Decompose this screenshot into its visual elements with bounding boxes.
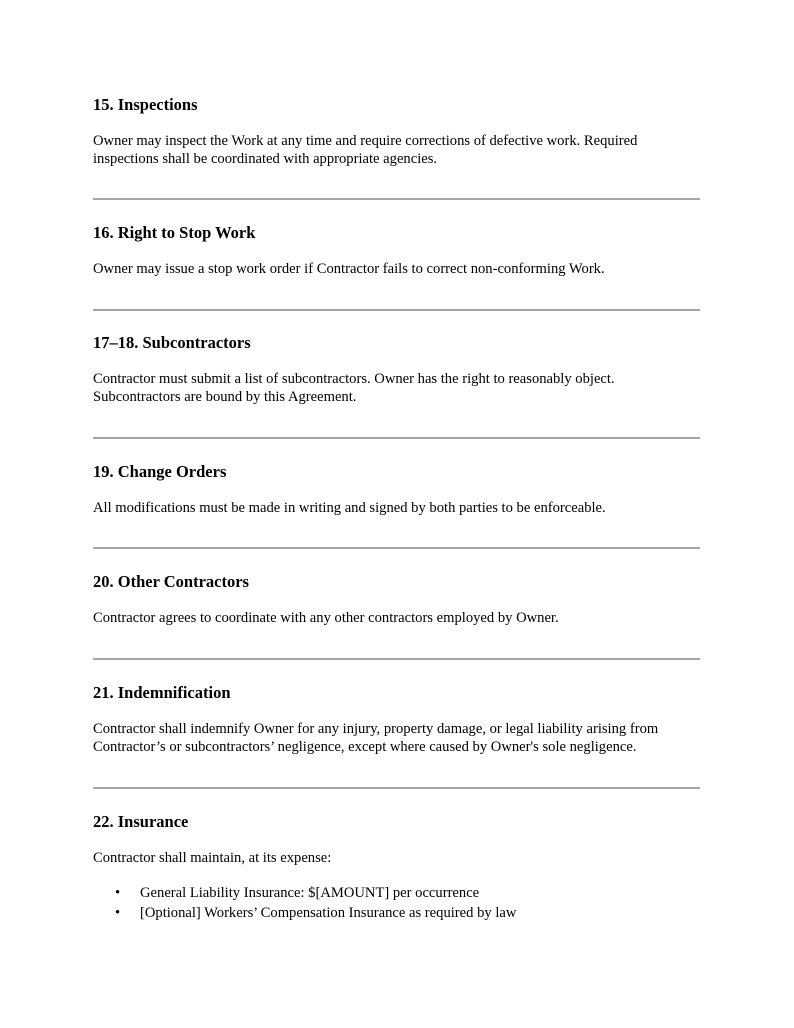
divider bbox=[93, 787, 700, 789]
list-item bbox=[93, 903, 703, 923]
section-subcontractors bbox=[93, 333, 703, 406]
section-other-contractors bbox=[93, 572, 703, 627]
insurance-list bbox=[93, 883, 703, 923]
section-heading: 16. Right to Stop Work bbox=[93, 223, 256, 242]
section-body: All modifications must be made in writing and signed by both parties to be enforceable. bbox=[93, 500, 606, 516]
section-indemnification bbox=[93, 683, 703, 756]
divider bbox=[93, 437, 700, 439]
section-heading: 15. Inspections bbox=[93, 95, 198, 114]
section-change-orders bbox=[93, 462, 703, 517]
list-item-text: General Liability Insurance: $[AMOUNT] per occurrence bbox=[140, 885, 480, 901]
section-body: Owner may issue a stop work order if Contractor fails to correct non-conforming Work. bbox=[93, 261, 605, 277]
section-inspections bbox=[93, 95, 703, 168]
divider bbox=[93, 198, 700, 200]
section-body: Contractor must submit a list of subcontractors. Owner has the right to reasonably object. Subcontractors are bound by this Agreement. bbox=[93, 371, 615, 405]
section-body: Contractor agrees to coordinate with any other contractors employed by Owner. bbox=[93, 610, 559, 626]
section-body: Contractor shall indemnify Owner for any injury, property damage, or legal liability arising from Contractor’s or subcontractors’ negligence, except where caused by Owner's sole negligence. bbox=[93, 721, 659, 755]
section-heading: 17–18. Subcontractors bbox=[93, 333, 251, 352]
section-insurance bbox=[93, 812, 703, 923]
list-item bbox=[93, 883, 703, 903]
section-heading: 21. Indemnification bbox=[93, 683, 231, 702]
section-heading: 22. Insurance bbox=[93, 812, 189, 831]
list-item-text: [Optional] Workers’ Compensation Insurance as required by law bbox=[140, 905, 517, 921]
section-heading: 20. Other Contractors bbox=[93, 572, 249, 591]
divider bbox=[93, 547, 700, 549]
section-body: Owner may inspect the Work at any time and require corrections of defective work. Required inspections shall be coordinated with appropriate agencies. bbox=[93, 133, 638, 167]
divider bbox=[93, 309, 700, 311]
section-heading: 19. Change Orders bbox=[93, 462, 227, 481]
bullet-icon: • bbox=[115, 885, 121, 901]
section-body: Contractor shall maintain, at its expense: bbox=[93, 850, 332, 866]
section-right-to-stop-work bbox=[93, 223, 703, 278]
divider bbox=[93, 658, 700, 660]
bullet-icon: • bbox=[115, 905, 121, 921]
